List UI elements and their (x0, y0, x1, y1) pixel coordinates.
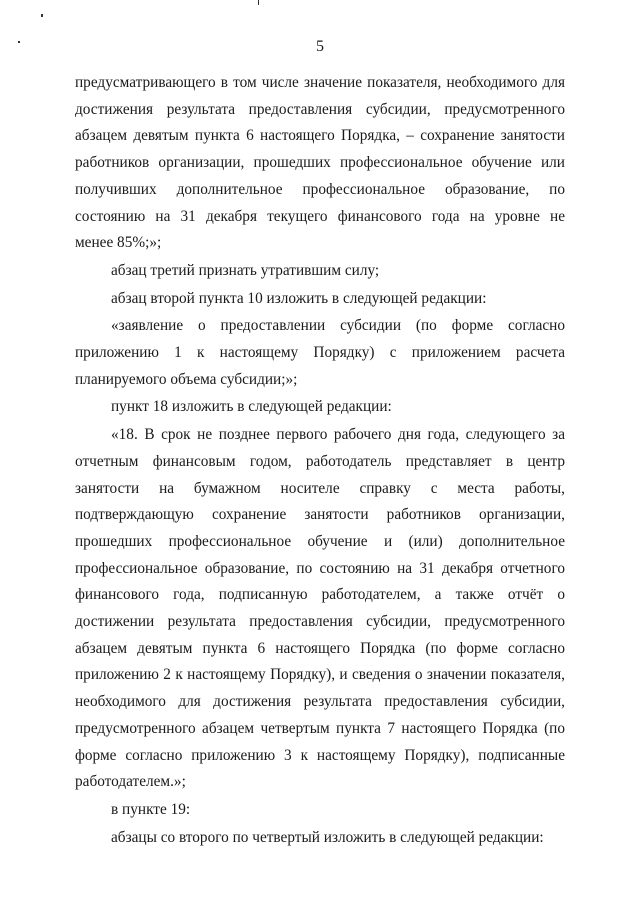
scan-mark (258, 0, 259, 5)
page-number: 5 (316, 38, 324, 55)
text-line: «18. В срок не позднее первого рабочего дня года, следующего за (111, 426, 565, 444)
paragraph (75, 258, 565, 285)
text-line: отчетным финансовым годом, работодатель представляет в центр (75, 452, 565, 470)
text-line: менее 85%;»; (75, 234, 162, 252)
scan-mark (41, 14, 43, 17)
text-line: профессиональное образование, по состоянию на 31 декабря отчетного (75, 559, 565, 577)
text-line: достижения результата предоставления субсидии, предусмотренного (75, 100, 565, 118)
text-line: «заявление о предоставлении субсидии (по форме согласно (111, 317, 565, 335)
text-line: пункт 18 изложить в следующей редакции: (111, 398, 392, 416)
paragraph (75, 394, 565, 421)
text-line: предусмотренного абзацем четвертым пункта 7 настоящего Порядка (по (75, 719, 565, 737)
text-line: абзацем девятым пункта 6 настоящего Порядка (по форме согласно (75, 639, 565, 657)
text-line: абзацем девятым пункта 6 настоящего Порядка, – сохранение занятости (75, 127, 565, 145)
text-line: приложению 1 к настоящему Порядку) с приложением расчета (75, 344, 565, 362)
text-line: необходимого для достижения результата предоставления субсидии, (75, 693, 565, 711)
paragraph (75, 286, 565, 313)
paragraph (75, 422, 565, 796)
text-line: планируемого объема субсидии;»; (75, 370, 298, 388)
paragraph (75, 797, 565, 824)
document-body (75, 70, 565, 851)
text-line: абзац второй пункта 10 изложить в следующей редакции: (111, 289, 487, 307)
text-line: работодателем.»; (75, 773, 186, 791)
text-line: финансового года, подписанную работодателем, а также отчёт о (75, 586, 565, 604)
text-line: приложению 2 к настоящему Порядку), и сведения о значении показателя, (75, 666, 565, 684)
text-line: абзац третий признать утратившим силу; (111, 261, 380, 279)
paragraph (75, 70, 565, 257)
text-line: подтверждающую сохранение занятости работников организации, (75, 506, 565, 524)
text-line: получивших дополнительное профессиональное образование, по (75, 180, 565, 198)
text-line: форме согласно приложению 3 к настоящему Порядку), подписанные (75, 746, 565, 764)
text-line: работников организации, прошедших профессиональное обучение или (75, 154, 565, 172)
text-line: предусматривающего в том числе значение показателя, необходимого для (75, 74, 565, 91)
text-line: абзацы со второго по четвертый изложить в следующей редакции: (111, 828, 544, 846)
text-line: состоянию на 31 декабря текущего финансового года на уровне не (75, 207, 565, 225)
paragraph (75, 825, 565, 852)
text-line: в пункте 19: (111, 800, 191, 818)
text-line: занятости на бумажном носителе справку с места работы, (75, 479, 565, 497)
text-line: прошедших профессиональное обучение и (или) дополнительное (75, 532, 565, 550)
paragraph (75, 313, 565, 393)
text-line: достижении результата предоставления субсидии, предусмотренного (75, 613, 565, 631)
